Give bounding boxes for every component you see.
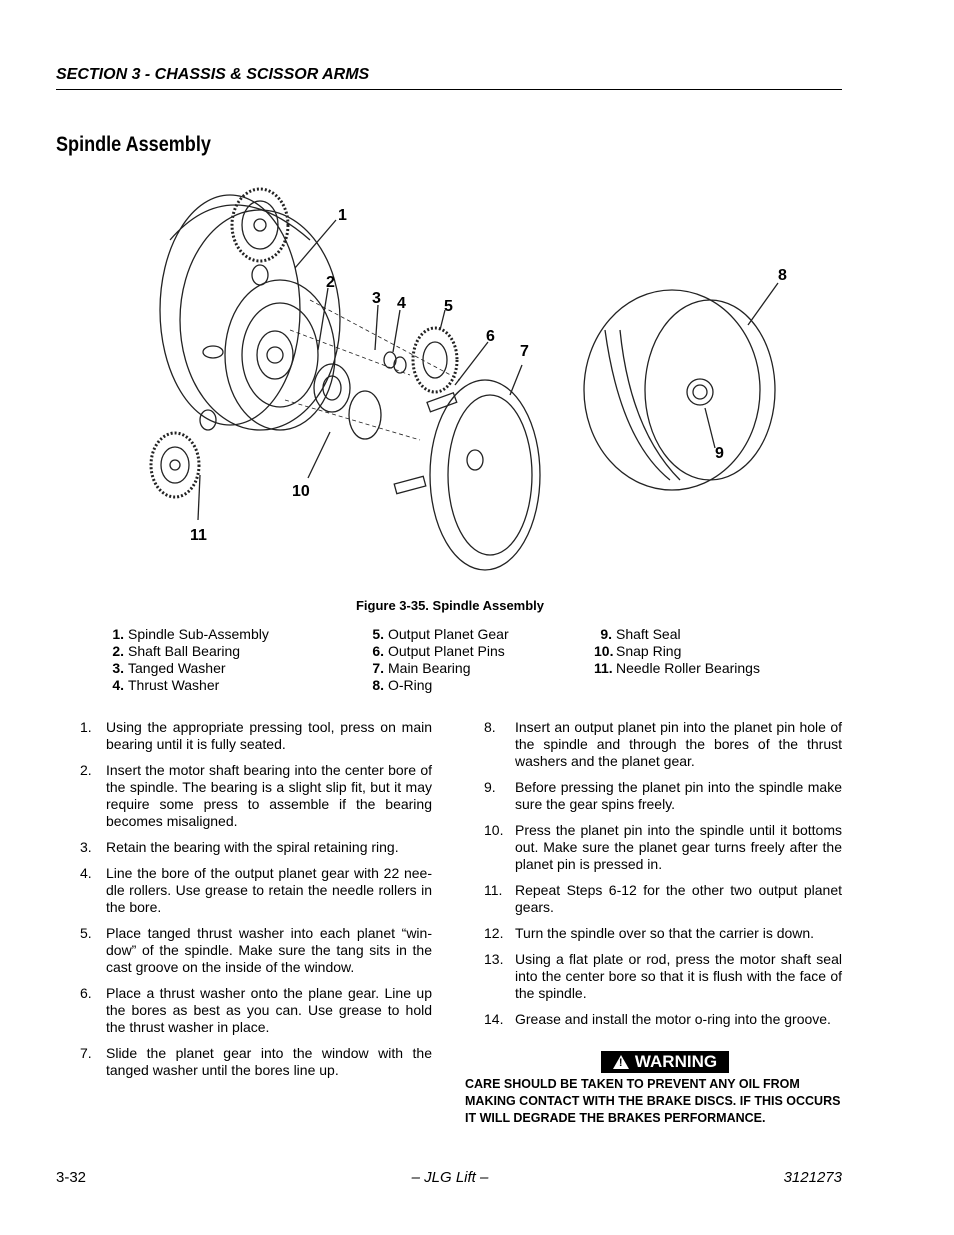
warning-banner bbox=[601, 1051, 729, 1073]
procedure-step: 12. Turn the spindle over so that the carrier is down. bbox=[484, 925, 815, 941]
document-number: 3121273 bbox=[783, 1169, 842, 1186]
legend-column bbox=[594, 626, 760, 677]
warning-triangle-icon: ! bbox=[613, 1055, 629, 1069]
header-rule bbox=[56, 89, 842, 90]
warning-label: WARNING bbox=[634, 1052, 718, 1071]
callout-7: 7 bbox=[520, 343, 529, 360]
procedure-step: 8. Insert an output planet pin into the planet pin hole of the spindle and through the bores of the thrust washers and the planet gear. bbox=[484, 719, 842, 769]
procedure-step: 14. Grease and install the motor o-ring into the groove. bbox=[484, 1011, 831, 1027]
legend-item: 6. Output Planet Pins bbox=[372, 643, 505, 659]
procedure-step: 6. Place a thrust washer onto the plane gear. Line up the bores as best as you can. Use grease to hold the thrust washer in place. bbox=[80, 985, 432, 1035]
callout-9: 9 bbox=[715, 445, 724, 462]
procedure-step: 3. Retain the bearing with the spiral retaining ring. bbox=[80, 839, 399, 855]
procedure-step: 4. Line the bore of the output planet gear with 22 nee-dle rollers. Use grease to retain the needle rollers in the bore. bbox=[80, 865, 432, 915]
callout-3: 3 bbox=[372, 290, 381, 307]
callout-8: 8 bbox=[778, 267, 787, 284]
procedure-steps-left bbox=[80, 719, 432, 1088]
procedure-step: 10. Press the planet pin into the spindle until it bottoms out. Make sure the planet gear turns freely after the planet pin is pressed in. bbox=[484, 822, 842, 872]
page-title: Spindle Assembly bbox=[56, 133, 211, 156]
legend-item: 3. Tanged Washer bbox=[112, 660, 226, 676]
warning-text: CARE SHOULD BE TAKEN TO PREVENT ANY OIL FROM MAKING CONTACT WITH THE BRAKE DISCS. IF THIS OCCURS IT WILL DEGRADE THE BRAKES PERFORMANCE. bbox=[465, 1077, 841, 1125]
callout-2: 2 bbox=[326, 274, 335, 291]
spindle-assembly-figure bbox=[110, 180, 810, 580]
legend-item: 1. Spindle Sub-Assembly bbox=[112, 626, 269, 642]
footer-brand: – JLG Lift – bbox=[411, 1169, 489, 1186]
legend-item: 4. Thrust Washer bbox=[112, 677, 220, 693]
callout-6: 6 bbox=[486, 328, 495, 345]
legend-item: 5. Output Planet Gear bbox=[372, 626, 509, 642]
legend-item: 11. Needle Roller Bearings bbox=[594, 660, 760, 676]
callout-4: 4 bbox=[397, 295, 406, 312]
procedure-step: 5. Place tanged thrust washer into each planet “win-dow” of the spindle. Make sure the tang sits in the cast groove on the inside of the window. bbox=[80, 925, 432, 975]
procedure-step: 7. Slide the planet gear into the window with the tanged washer until the bores line up. bbox=[80, 1045, 432, 1078]
procedure-step: 9. Before pressing the planet pin into the spindle make sure the gear spins freely. bbox=[484, 779, 842, 812]
callout-1: 1 bbox=[338, 207, 347, 224]
procedure-steps-right bbox=[484, 719, 842, 1037]
procedure-step: 1. Using the appropriate pressing tool, press on main bearing until it is fully seated. bbox=[80, 719, 432, 752]
page-number: 3-32 bbox=[56, 1169, 87, 1186]
section-header: SECTION 3 - CHASSIS & SCISSOR ARMS bbox=[56, 66, 370, 83]
procedure-step: 2. Insert the motor shaft bearing into the center bore of the spindle. The bearing is a slight slip fit, but it may require some press to assemble if the bearing becomes misaligned. bbox=[80, 762, 432, 829]
figure-caption: Figure 3-35. Spindle Assembly bbox=[355, 598, 545, 613]
procedure-step: 13. Using a flat plate or rod, press the motor shaft seal into the center bore so that it is flush with the face of the spindle. bbox=[484, 951, 842, 1001]
legend-item: 7. Main Bearing bbox=[372, 660, 471, 676]
legend-column bbox=[106, 626, 269, 694]
callout-11: 11 bbox=[190, 527, 207, 544]
legend-item: 2. Shaft Ball Bearing bbox=[112, 643, 241, 659]
callout-5: 5 bbox=[444, 298, 453, 315]
legend-item: 10. Snap Ring bbox=[594, 643, 682, 659]
callout-10: 10 bbox=[292, 483, 310, 500]
procedure-step: 11. Repeat Steps 6-12 for the other two output planet gears. bbox=[484, 882, 842, 915]
legend-item: 8. O-Ring bbox=[372, 677, 433, 693]
legend-item: 9. Shaft Seal bbox=[600, 626, 681, 642]
legend-column bbox=[366, 626, 509, 694]
